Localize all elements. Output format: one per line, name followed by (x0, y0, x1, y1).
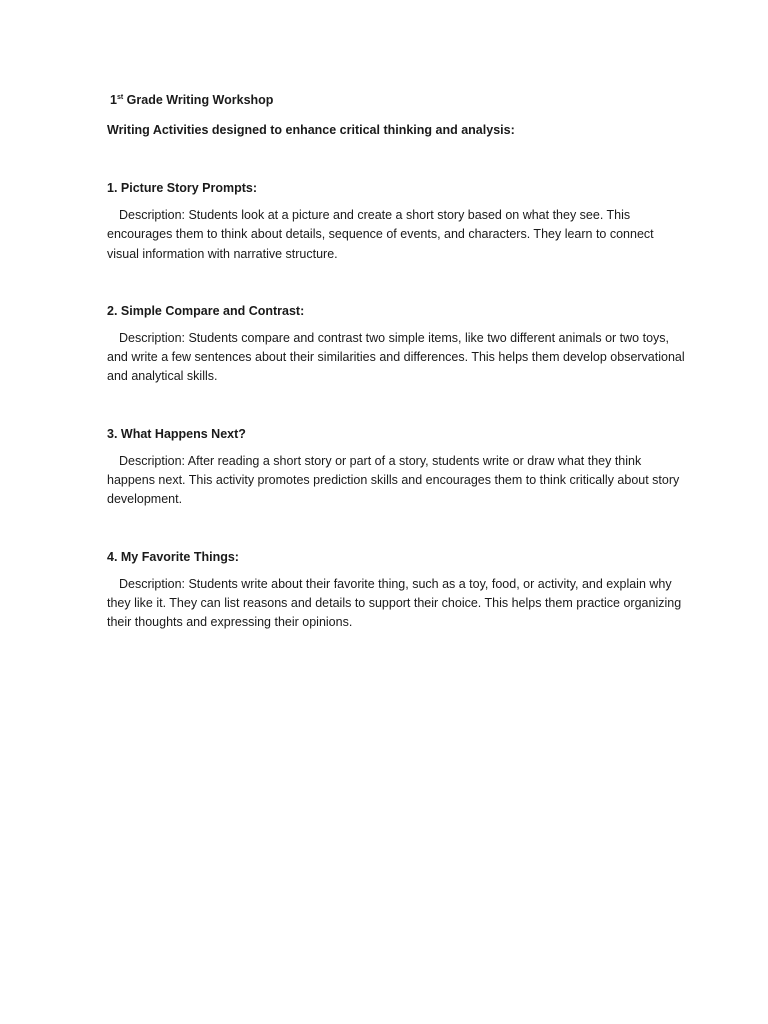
activity-description: Description: Students compare and contrast two simple items, like two different animals or two toys, and write a few sentences about their similarities and differences. This helps them develop observational and analytical skills. (107, 330, 685, 384)
activity-heading: 3. What Happens Next? (107, 426, 246, 441)
activity-heading: 4. My Favorite Things: (107, 549, 239, 564)
activity-section (107, 547, 687, 633)
document-title (110, 90, 687, 110)
title-superscript: st (116, 93, 124, 101)
activity-description: Description: Students look at a picture and create a short story based on what they see. This encourages them to think about details, sequence of events, and characters. They learn to connect visual information with narrative structure. (107, 208, 654, 261)
title-number: 1 (110, 93, 117, 107)
activity-section (107, 178, 687, 264)
activity-description: Description: After reading a short story or part of a story, students write or draw what they think happens next. This activity promotes prediction skills and encourages them to think critically about story development. (107, 453, 680, 507)
activity-description: Description: Students write about their favorite thing, such as a toy, food, or activity, and explain why they like it. They can list reasons and details to support their choice. This helps them practice organizing their thoughts and expressing their opinions. (107, 576, 682, 630)
activity-heading: 1. Picture Story Prompts: (107, 181, 258, 195)
document-page (107, 90, 687, 633)
activity-heading: 2. Simple Compare and Contrast: (107, 303, 305, 318)
title-text: Grade Writing Workshop (123, 93, 274, 107)
document-subtitle: Writing Activities designed to enhance critical thinking and analysis: (107, 123, 515, 137)
activity-section (107, 301, 687, 387)
activity-section (107, 424, 687, 510)
